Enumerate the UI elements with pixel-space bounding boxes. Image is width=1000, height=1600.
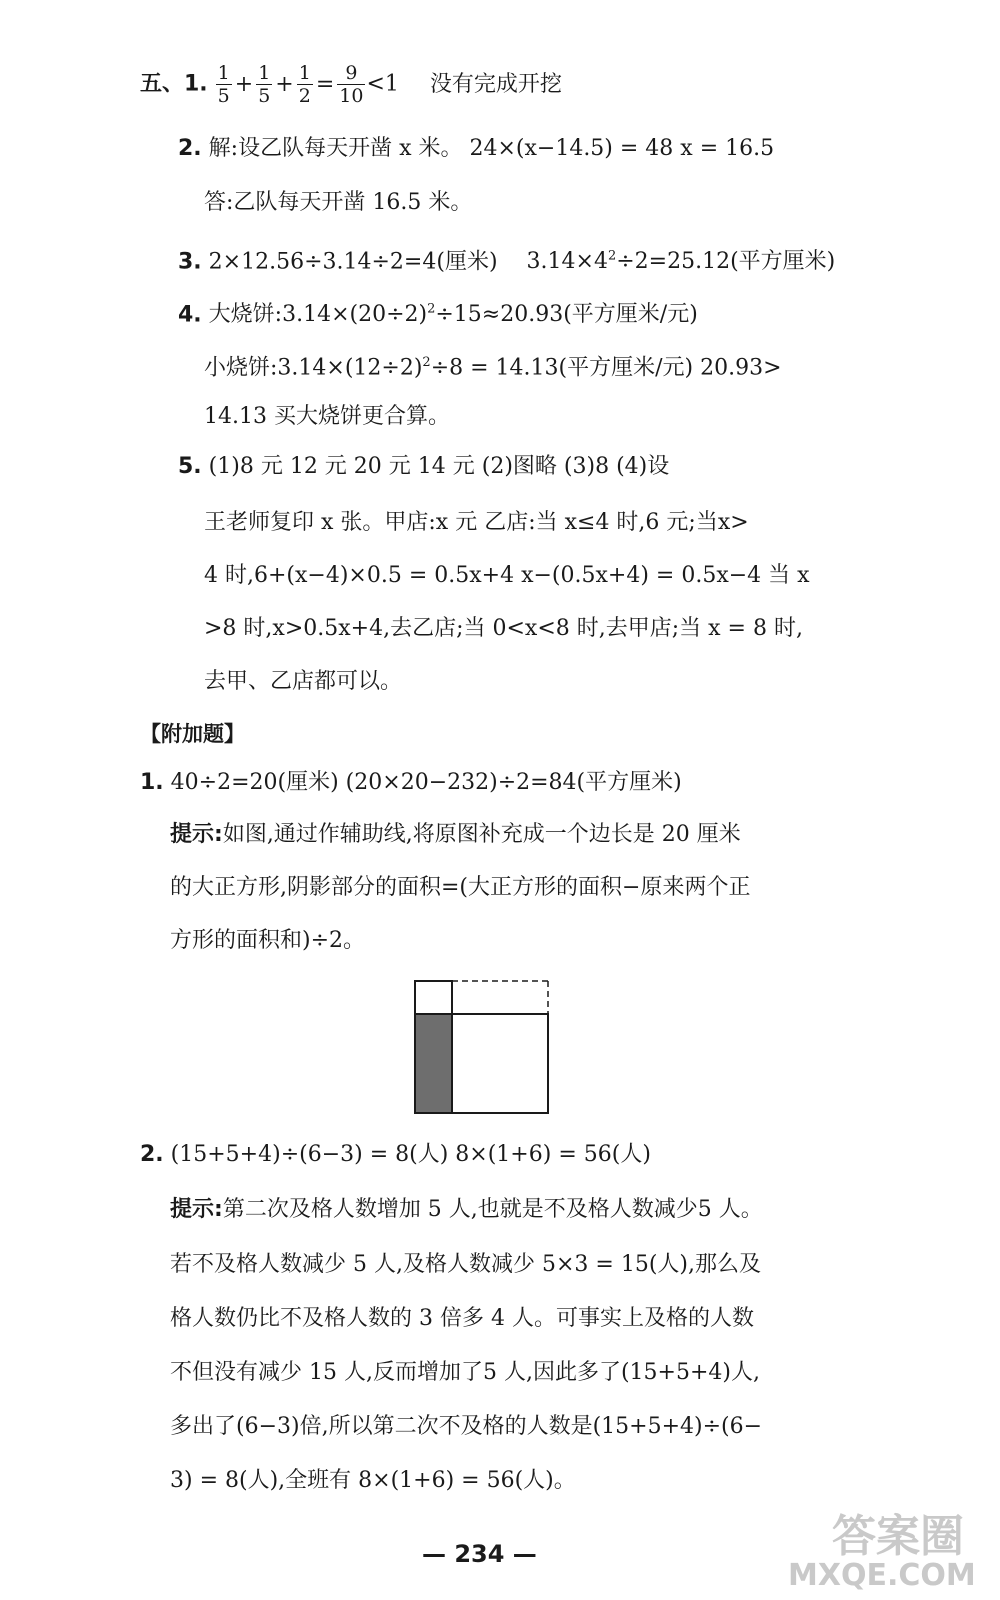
s5-label: 五、1. (140, 71, 208, 97)
equals-sign: = (315, 71, 335, 97)
q5-line1 (178, 452, 669, 482)
q3-line (178, 242, 835, 277)
q5-line5: 去甲、乙店都可以。 (204, 669, 403, 694)
s5-line (140, 62, 562, 107)
a2-hint-line5: 多出了(6−3)倍,所以第二次不及格的人数是(15+5+4)÷(6− (170, 1414, 763, 1439)
a2-number: 2. (140, 1142, 164, 1167)
large-square (452, 1014, 548, 1113)
q2-line2: 答:乙队每天开凿 16.5 米。 (204, 190, 473, 215)
plus-sign: + (234, 71, 254, 97)
plus-sign: + (275, 71, 294, 97)
a1-hint-line2: 的大正方形,阴影部分的面积=(大正方形的面积−原来两个正 (170, 875, 751, 900)
a2-hint-line4: 不但没有减少 15 人,反而增加了5 人,因此多了(15+5+4)人, (170, 1360, 760, 1385)
q2-number: 2. (178, 136, 202, 161)
fraction-1: $\frac{1}{5}$ (217, 62, 230, 107)
s5-conclusion: 没有完成开挖 (429, 71, 562, 97)
less-than-one: <1 (366, 71, 399, 97)
shaded-region (415, 1014, 452, 1113)
q4-number: 4. (178, 302, 202, 328)
a2-hint-label: 提示: (170, 1197, 223, 1222)
a1-hint-line3: 方形的面积和)÷2。 (170, 928, 366, 953)
q4-line3: 14.13 买大烧饼更合算。 (204, 404, 450, 429)
a2-hint-line6: 3) = 8(人),全班有 8×(1+6) = 56(人)。 (170, 1468, 576, 1493)
q2-text1: 解:设乙队每天开凿 x 米。 24×(x−14.5) = 48 x = 16.5 (208, 136, 775, 161)
q4-line2: 小烧饼$:3.14\times(12\div 2)^2\div 8 = 14.13$(平方厘米/元) 20.93> (204, 355, 782, 381)
fraction-4: $\frac{9}{10}$ (339, 62, 364, 107)
page-number: — 234 — (422, 1540, 537, 1568)
q2-line1 (178, 134, 774, 164)
watermark-url: MXQE.COM (788, 1558, 976, 1593)
a1-line1 (140, 768, 682, 798)
a1-hint-line1: 提示:如图,通过作辅助线,将原图补充成一个边长是 20 厘米 (170, 822, 741, 847)
q3-number: 3. (178, 249, 202, 275)
fraction-2: $\frac{1}{5}$ (258, 62, 271, 107)
a2-hint-line1: 提示:第二次及格人数增加 5 人,也就是不及格人数减少5 人。 (170, 1197, 763, 1222)
q3-part2: $3.14\times 4^2\div 2=25.12$(平方厘米) (526, 249, 836, 275)
square-diagram (412, 978, 562, 1118)
q5-line2: 王老师复印 x 张。甲店:x 元 乙店:当 x≤4 时,6 元;当x> (204, 510, 749, 535)
q5-line3: 4 时,6+(x−4)×0.5 = 0.5x+4 x−(0.5x+4) = 0.5x−4 当 x (204, 563, 810, 588)
a1-hint-label: 提示: (170, 822, 223, 847)
q5-number: 5. (178, 454, 202, 479)
q5-line4: >8 时,x>0.5x+4,去乙店;当 0<x<8 时,去甲店;当 x = 8 时, (204, 616, 803, 641)
a2-hint-line3: 格人数仍比不及格人数的 3 倍多 4 人。可事实上及格的人数 (170, 1306, 754, 1331)
small-square (415, 981, 452, 1014)
q4-line1 (178, 295, 698, 330)
q3-part1: 2×12.56÷3.14÷2=4(厘米) (208, 249, 498, 275)
a2-hint-line2: 若不及格人数减少 5 人,及格人数减少 5×3 = 15(人),那么及 (170, 1252, 761, 1277)
q4-text1: 大烧饼$:3.14\times(20\div 2)^2\div 15\approx 20.93$(平方厘米/元) (208, 302, 698, 328)
extra-heading: 【附加题】 (140, 722, 245, 746)
fraction-3: $\frac{1}{2}$ (298, 62, 311, 107)
a2-text1: (15+5+4)÷(6−3) = 8(人) 8×(1+6) = 56(人) (170, 1142, 651, 1167)
a1-number: 1. (140, 770, 164, 795)
a1-text1: 40÷2=20(厘米) (20×20−232)÷2=84(平方厘米) (170, 770, 682, 795)
watermark-logo: 答案圈 (832, 1511, 964, 1562)
q5-text1: (1)8 元 12 元 20 元 14 元 (2)图略 (3)8 (4)设 (208, 454, 670, 479)
a2-line1 (140, 1140, 651, 1170)
